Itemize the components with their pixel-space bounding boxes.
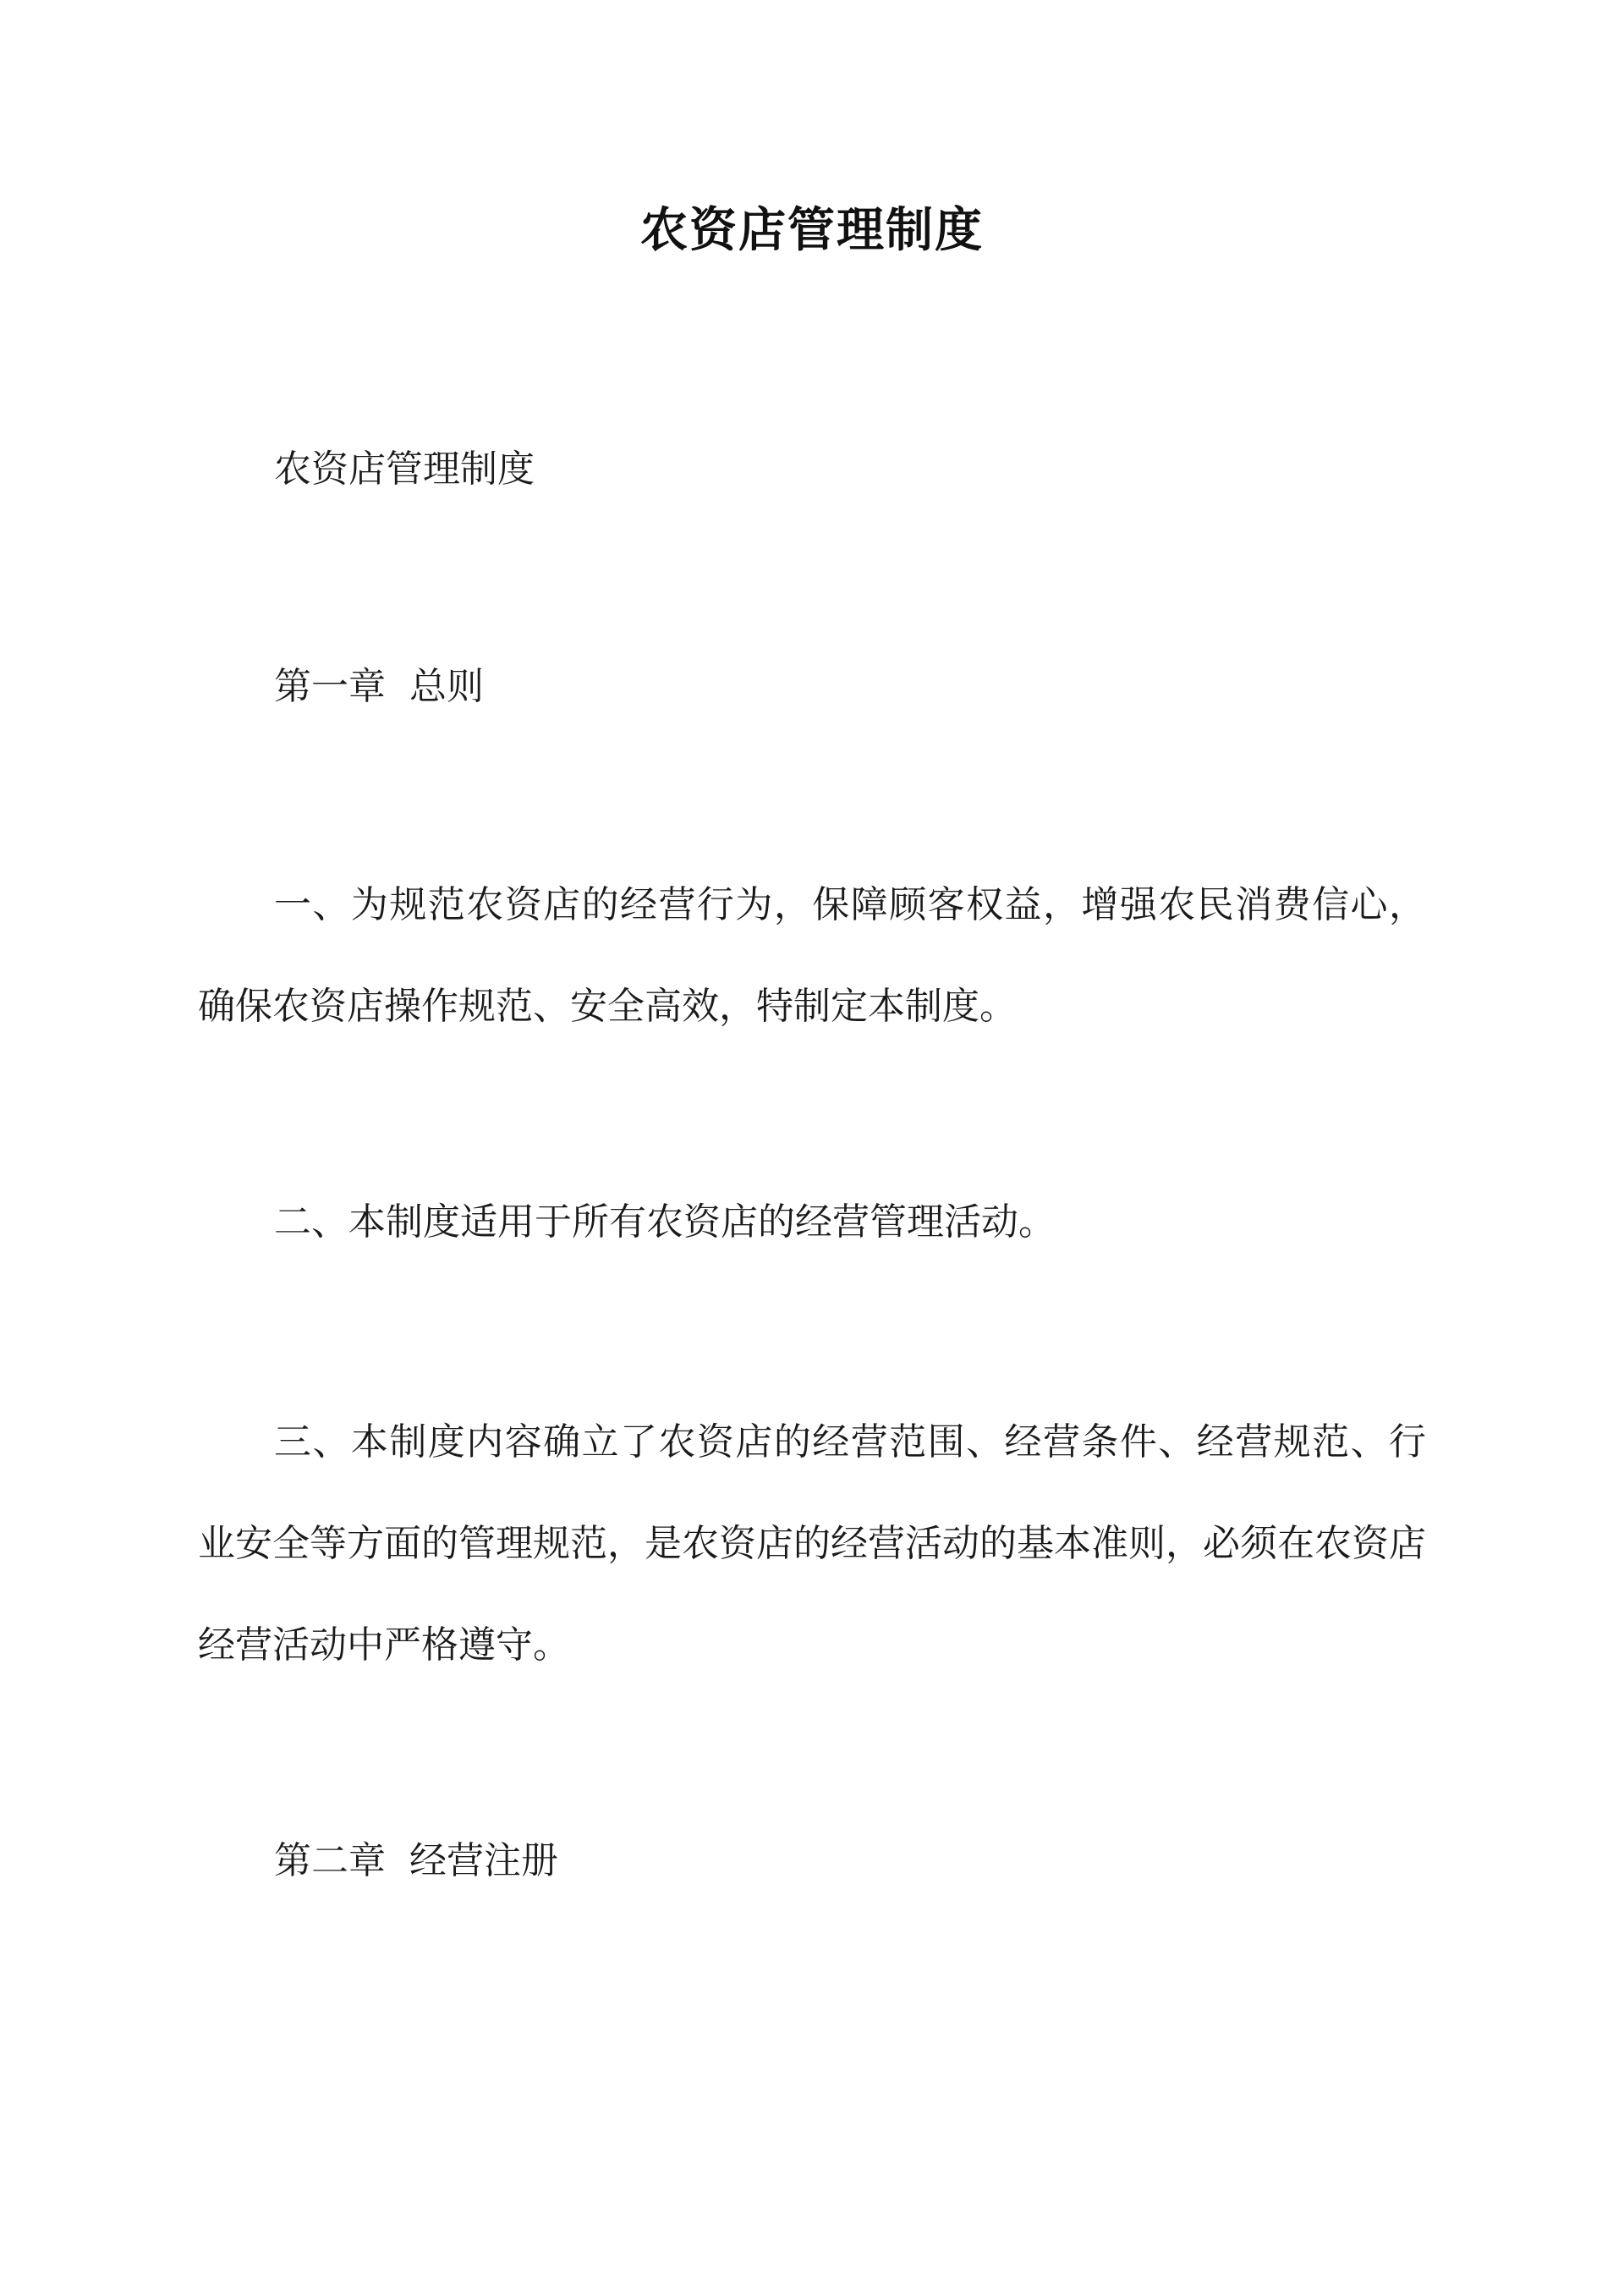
article-paragraph-3: 三、本制度内容确立了农资店的经营范围、经营条件、经营规范、行业安全等方面的管理规范，是农资店的经营活动的基本准则，必须在农资店经营活动中严格遵守。 — [198, 1420, 1426, 1667]
article-paragraph-1: 一、为规范农资店的经营行为，保障顾客权益，增强农民消费信心，确保农资店操作规范、安全高效，特制定本制度。 — [198, 883, 1426, 1028]
article-paragraph-2: 二、本制度适用于所有农资店的经营管理活动。 — [274, 1200, 1056, 1244]
chapter-heading-2: 第二章 经营注册 — [274, 1839, 558, 1882]
chapter-heading-1: 第一章 总则 — [274, 665, 484, 708]
page-title: 农资店管理制度 — [640, 202, 984, 258]
document-subtitle: 农资店管理制度 — [274, 448, 535, 491]
